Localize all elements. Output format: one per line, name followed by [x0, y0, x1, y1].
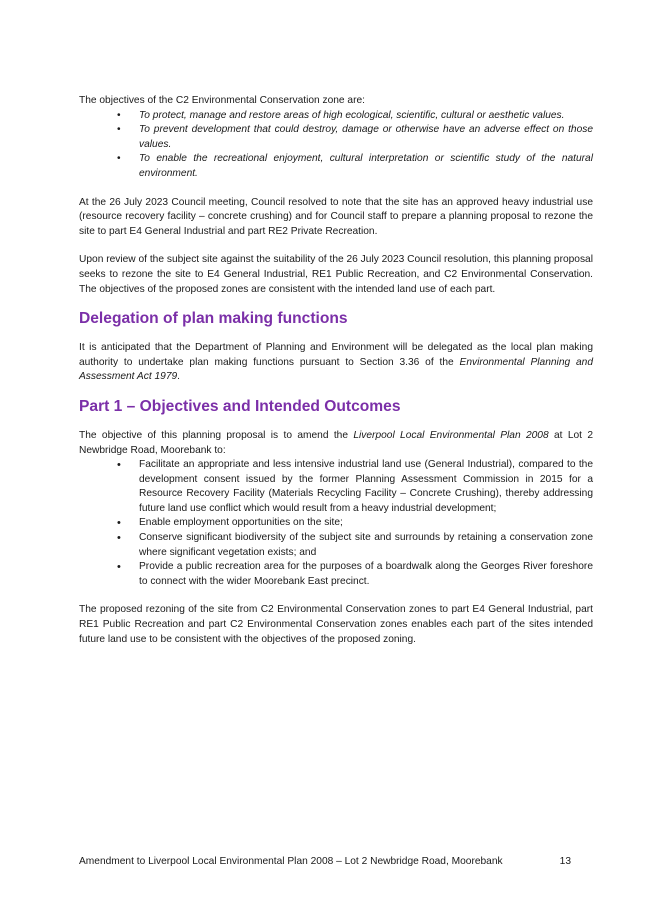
- c2-objectives-list: [79, 109, 593, 182]
- intended-outcomes-list: [79, 458, 593, 589]
- list-item: • To enable the recreational enjoyment, cultural interpretation or scientific study of the natural environment.: [117, 153, 593, 179]
- document-body: [79, 94, 593, 647]
- objectives-lead: The objectives of the C2 Environmental Conservation zone are:: [79, 95, 365, 106]
- plan-title: Liverpool Local Environmental Plan 2008: [353, 429, 549, 441]
- page-number: 13: [559, 856, 571, 867]
- part1-intro: The objective of this planning proposal is to amend the Liverpool Local Environmental Plan 2008 at Lot 2 Newbridge Road, Moorebank to:: [79, 429, 593, 456]
- page-footer: [79, 855, 571, 868]
- delegation-paragraph: It is anticipated that the Department of Planning and Environment will be delegated as the local plan making authority to undertake plan making functions pursuant to Section 3.36 of the Environmental Planning and Assessment Act 1979.: [79, 342, 593, 383]
- delegation-heading: Delegation of plan making functions: [79, 310, 348, 328]
- list-item: • Enable employment opportunities on the site;: [117, 517, 343, 530]
- paragraph-review: Upon review of the subject site against the suitability of the 26 July 2023 Council resolution, this planning proposal seeks to rezone the site to E4 General Industrial, RE1 Public Recreation, and C2 Environmental Conservation. The objectives of the proposed zones are consistent with the intended land use of each part.: [79, 254, 593, 295]
- footer-title: Amendment to Liverpool Local Environmental Plan 2008 – Lot 2 Newbridge Road, Moorebank: [79, 856, 503, 867]
- act-title: Environmental Planning and Assessment Act 1979: [79, 356, 593, 383]
- paragraph-council-meeting: At the 26 July 2023 Council meeting, Council resolved to note that the site has an approved heavy industrial use (resource recovery facility – concrete crushing) and for Council staff to prepare a planning proposal to rezone the site to part E4 General Industrial and part RE2 Private Recreation.: [79, 196, 593, 237]
- part1-heading: Part 1 – Objectives and Intended Outcomes: [79, 397, 401, 415]
- list-item: • Provide a public recreation area for the purposes of a boardwalk along the Georges River foreshore to connect with the wider Moorebank East precinct.: [117, 561, 593, 587]
- list-item: • To protect, manage and restore areas of high ecological, scientific, cultural or aesthetic values.: [117, 109, 565, 121]
- closing-paragraph: The proposed rezoning of the site from C2 Environmental Conservation zones to part E4 General Industrial, part RE1 Public Recreation and part C2 Environmental Conservation zones enables each part of the sites intended future land use to be consistent with the objectives of the proposed zoning.: [79, 604, 593, 645]
- list-item: • Facilitate an appropriate and less intensive industrial land use (General Industrial), compared to the development consent issued by the former Planning Assessment Commission in 2015 for a Resource Recovery Facility (Materials Recycling Facility – Concrete Crushing), thereby addressing future land use conflict which would result from a heavy industrial development;: [117, 459, 593, 514]
- list-item: • To prevent development that could destroy, damage or otherwise have an adverse effect on those values.: [117, 124, 593, 150]
- list-item: • Conserve significant biodiversity of the subject site and surrounds by retaining a conservation zone where significant vegetation exists; and: [117, 532, 593, 558]
